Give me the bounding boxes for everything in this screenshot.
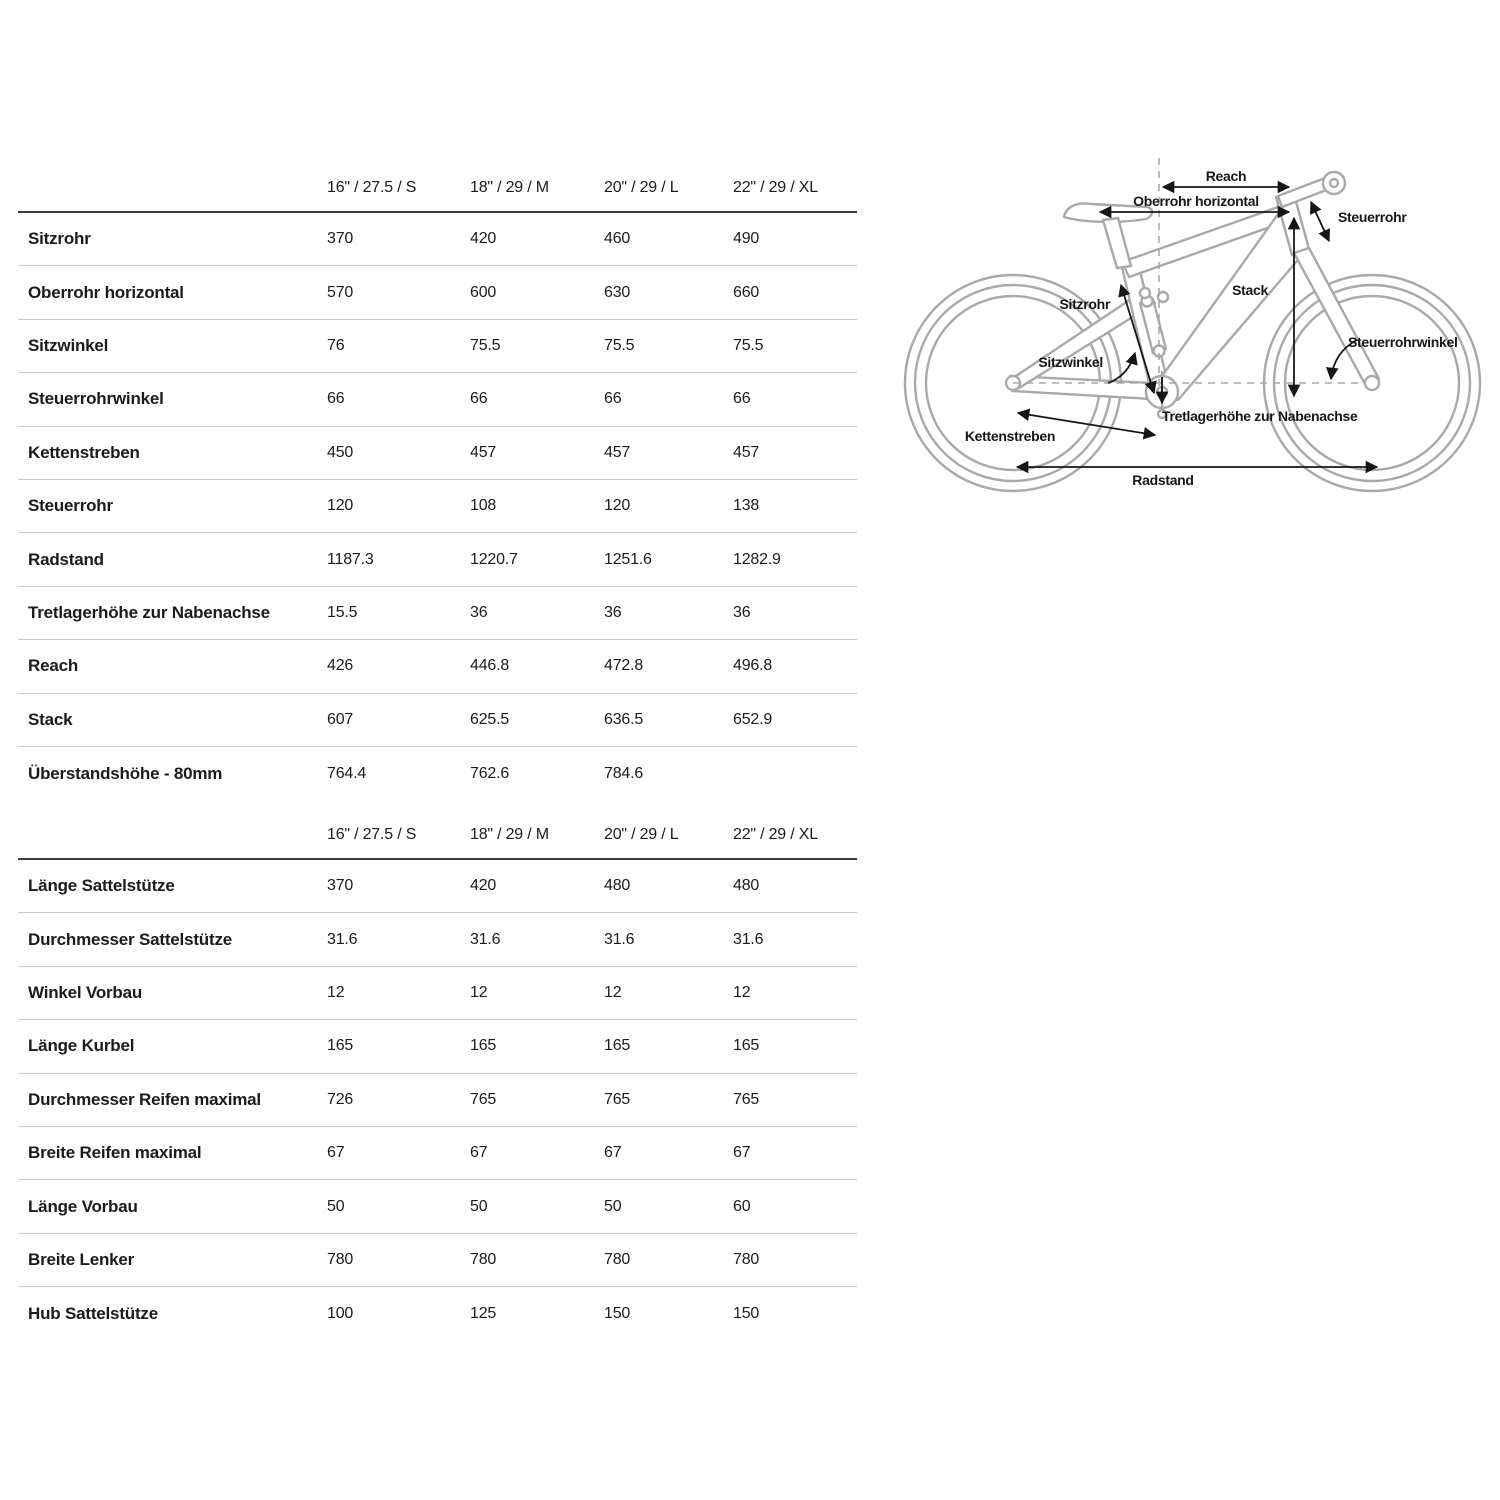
spec-value: 67 bbox=[327, 1144, 345, 1162]
spec-value: 31.6 bbox=[327, 930, 358, 948]
spec-value: 472.8 bbox=[604, 657, 644, 675]
spec-value: 426 bbox=[327, 657, 354, 675]
spec-value: 120 bbox=[604, 497, 631, 515]
spec-value: 780 bbox=[327, 1250, 354, 1268]
size-column-header: 18" / 29 / M bbox=[470, 179, 549, 196]
spec-value: 36 bbox=[733, 603, 751, 621]
frame-geometry-table bbox=[18, 165, 857, 800]
spec-row bbox=[18, 480, 857, 533]
spec-value: 765 bbox=[733, 1090, 760, 1108]
size-column-header: 18" / 29 / M bbox=[470, 826, 549, 843]
spec-value: 726 bbox=[327, 1090, 354, 1108]
size-column-header: 22" / 29 / XL bbox=[733, 179, 818, 196]
spec-value: 457 bbox=[604, 443, 631, 461]
spec-row bbox=[18, 860, 857, 913]
spec-value: 165 bbox=[733, 1037, 760, 1055]
handlebar-grip bbox=[1323, 172, 1345, 194]
spec-value: 150 bbox=[604, 1304, 631, 1322]
spec-label: Kettenstreben bbox=[28, 442, 140, 462]
fork bbox=[1294, 248, 1379, 386]
spec-value: 780 bbox=[470, 1250, 497, 1268]
spec-row bbox=[18, 747, 857, 800]
spec-label: Sitzwinkel bbox=[28, 335, 109, 355]
spec-value: 1282.9 bbox=[733, 550, 781, 568]
spec-value: 636.5 bbox=[604, 710, 644, 728]
spec-label: Sitzrohr bbox=[28, 229, 91, 249]
size-column-header: 20" / 29 / L bbox=[604, 826, 679, 843]
spec-value: 370 bbox=[327, 230, 354, 248]
spec-label: Länge Sattelstütze bbox=[28, 876, 175, 896]
spec-value: 1187.3 bbox=[327, 550, 374, 568]
spec-value: 450 bbox=[327, 443, 354, 461]
spec-value: 607 bbox=[327, 710, 354, 728]
spec-row bbox=[18, 213, 857, 266]
spec-value: 457 bbox=[733, 443, 760, 461]
spec-value: 108 bbox=[470, 497, 497, 515]
spec-value: 50 bbox=[327, 1197, 345, 1215]
spec-row bbox=[18, 266, 857, 319]
spec-value: 12 bbox=[327, 983, 345, 1001]
spec-value: 36 bbox=[604, 603, 622, 621]
spec-row bbox=[18, 694, 857, 747]
spec-label: Winkel Vorbau bbox=[28, 982, 143, 1002]
spec-label: Stack bbox=[28, 709, 73, 729]
spec-label: Breite Reifen maximal bbox=[28, 1143, 202, 1163]
spec-row bbox=[18, 427, 857, 480]
stack-label: Stack bbox=[1232, 282, 1268, 298]
spec-row bbox=[18, 587, 857, 640]
spec-row bbox=[18, 1180, 857, 1233]
spec-value: 66 bbox=[327, 390, 345, 408]
spec-value: 66 bbox=[733, 390, 751, 408]
spec-value: 420 bbox=[470, 877, 497, 895]
spec-value: 480 bbox=[604, 877, 631, 895]
spec-value: 12 bbox=[470, 983, 488, 1001]
spec-row bbox=[18, 533, 857, 586]
spec-value: 780 bbox=[604, 1250, 631, 1268]
component-geometry-table bbox=[18, 812, 857, 1341]
size-column-header: 16" / 27.5 / S bbox=[327, 826, 417, 843]
spec-label: Breite Lenker bbox=[28, 1249, 135, 1269]
seatpost bbox=[1103, 218, 1131, 268]
spec-label: Steuerrohrwinkel bbox=[28, 389, 164, 409]
spec-row bbox=[18, 1287, 857, 1340]
spec-value: 370 bbox=[327, 877, 354, 895]
spec-row bbox=[18, 373, 857, 426]
spec-label: Länge Kurbel bbox=[28, 1036, 135, 1056]
steuerrohr-label: Steuerrohr bbox=[1338, 209, 1407, 225]
spec-value: 12 bbox=[604, 983, 622, 1001]
steuerrohr-arrow bbox=[1311, 202, 1329, 241]
spec-value: 31.6 bbox=[604, 930, 635, 948]
spec-value: 570 bbox=[327, 283, 354, 301]
stem bbox=[1278, 178, 1329, 207]
spec-value: 630 bbox=[604, 283, 631, 301]
spec-row bbox=[18, 1127, 857, 1180]
spec-value: 600 bbox=[470, 283, 497, 301]
spec-value: 36 bbox=[470, 603, 488, 621]
spec-label: Tretlagerhöhe zur Nabenachse bbox=[28, 602, 270, 622]
spec-row bbox=[18, 1020, 857, 1073]
size-column-header: 16" / 27.5 / S bbox=[327, 179, 417, 196]
spec-value: 457 bbox=[470, 443, 497, 461]
spec-value: 165 bbox=[604, 1037, 631, 1055]
spec-value: 764.4 bbox=[327, 764, 367, 782]
spec-label: Durchmesser Reifen maximal bbox=[28, 1089, 261, 1109]
spec-value: 765 bbox=[604, 1090, 631, 1108]
sitzrohr-label: Sitzrohr bbox=[1059, 296, 1110, 312]
spec-value: 76 bbox=[327, 336, 345, 354]
oberrohr-label: Oberrohr horizontal bbox=[1133, 193, 1259, 209]
spec-value: 165 bbox=[327, 1037, 354, 1055]
spec-value: 75.5 bbox=[604, 336, 635, 354]
spec-value: 31.6 bbox=[733, 930, 764, 948]
spec-label: Hub Sattelstütze bbox=[28, 1303, 158, 1323]
spec-label: Steuerrohr bbox=[28, 496, 113, 516]
spec-value: 765 bbox=[470, 1090, 497, 1108]
spec-value: 67 bbox=[470, 1144, 488, 1162]
spec-value: 67 bbox=[604, 1144, 622, 1162]
spec-row bbox=[18, 967, 857, 1020]
spec-row bbox=[18, 640, 857, 693]
spec-value: 496.8 bbox=[733, 657, 773, 675]
spec-value: 100 bbox=[327, 1304, 354, 1322]
spec-value: 660 bbox=[733, 283, 760, 301]
spec-value: 446.8 bbox=[470, 657, 510, 675]
spec-value: 50 bbox=[604, 1197, 622, 1215]
spec-value: 60 bbox=[733, 1197, 751, 1215]
spec-value: 762.6 bbox=[470, 764, 510, 782]
reach-label: Reach bbox=[1205, 168, 1247, 184]
spec-value: 784.6 bbox=[604, 764, 644, 782]
sitzwinkel-label: Sitzwinkel bbox=[1038, 354, 1103, 370]
spec-label: Länge Vorbau bbox=[28, 1196, 138, 1216]
spec-value: 480 bbox=[733, 877, 760, 895]
spec-value: 138 bbox=[733, 497, 760, 515]
spec-value: 66 bbox=[604, 390, 622, 408]
spec-value: 125 bbox=[470, 1304, 497, 1322]
spec-value: 50 bbox=[470, 1197, 488, 1215]
spec-value: 780 bbox=[733, 1250, 760, 1268]
spec-value: 420 bbox=[470, 230, 497, 248]
spec-label: Durchmesser Sattelstütze bbox=[28, 929, 232, 949]
spec-row bbox=[18, 1074, 857, 1127]
size-header-row bbox=[18, 165, 857, 213]
radstand-label: Radstand bbox=[1132, 472, 1194, 488]
spec-value: 150 bbox=[733, 1304, 760, 1322]
steuerrohrwinkel-label: Steuerrohrwinkel bbox=[1348, 334, 1458, 350]
spec-value: 31.6 bbox=[470, 930, 501, 948]
spec-value: 1220.7 bbox=[470, 550, 518, 568]
spec-value: 460 bbox=[604, 230, 631, 248]
spec-value: 75.5 bbox=[470, 336, 501, 354]
spec-label: Oberrohr horizontal bbox=[28, 282, 184, 302]
spec-value: 12 bbox=[733, 983, 751, 1001]
spec-label: Überstandshöhe - 80mm bbox=[28, 763, 223, 783]
tretlager-label: Tretlagerhöhe zur Nabenachse bbox=[1162, 408, 1358, 424]
spec-value: 75.5 bbox=[733, 336, 764, 354]
spec-value: 490 bbox=[733, 230, 760, 248]
spec-value: 625.5 bbox=[470, 710, 510, 728]
spec-value: 66 bbox=[470, 390, 488, 408]
spec-value: 1251.6 bbox=[604, 550, 652, 568]
spec-label: Radstand bbox=[28, 549, 104, 569]
spec-value: 165 bbox=[470, 1037, 497, 1055]
spec-row bbox=[18, 913, 857, 966]
size-column-header: 22" / 29 / XL bbox=[733, 826, 818, 843]
front-axle bbox=[1365, 376, 1379, 390]
bike-geometry-diagram bbox=[890, 140, 1500, 520]
size-column-header: 20" / 29 / L bbox=[604, 179, 679, 196]
kettenstreben-label: Kettenstreben bbox=[964, 428, 1056, 444]
spec-value: 120 bbox=[327, 497, 354, 515]
spec-value: 652.9 bbox=[733, 710, 773, 728]
spec-value: 15.5 bbox=[327, 603, 358, 621]
spec-value: 67 bbox=[733, 1144, 751, 1162]
size-header-row bbox=[18, 812, 857, 860]
spec-row bbox=[18, 320, 857, 373]
spec-row bbox=[18, 1234, 857, 1287]
spec-label: Reach bbox=[28, 656, 79, 676]
